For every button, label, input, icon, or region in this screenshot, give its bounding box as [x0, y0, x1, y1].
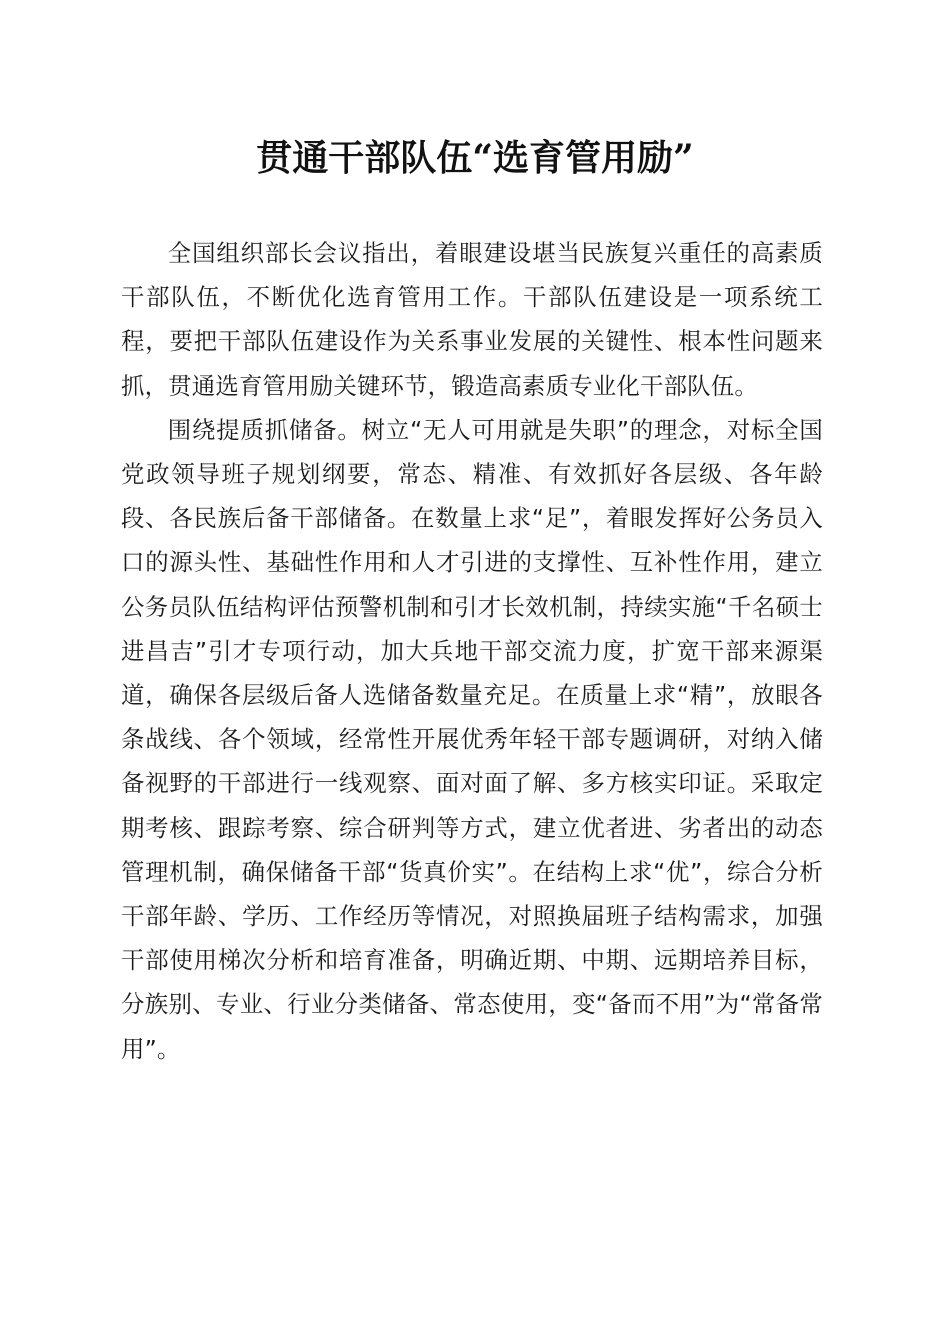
document-title: 贯通干部队伍“选育管用励” — [256, 137, 694, 179]
paragraph-reserve: 围绕提质抓储备。树立“无人可用就是失职”的理念，对标全国党政领导班子规划纲要，常态、精准、有效抓好各层级、各年龄段、各民族后备干部储备。在数量上求“足”，着眼发挥好公务员入口的源头性、基础性作用和人才引进的支撑性、互补性作用，建立公务员队伍结构评估预警机制和引才长效机制，持续实施“千名硕士进昌吉”引才专项行动，加大兵地干部交流力度，扩宽干部来源渠道，确保各层级后备人选储备数量充足。在质量上求“精”，放眼各条战线、各个领域，经常性开展优秀年轻干部专题调研，对纳入储备视野的干部进行一线观察、面对面了解、多方核实印证。采取定期考核、跟踪考察、综合研判等方式，建立优者进、劣者出的动态管理机制，确保储备干部“货真价实”。在结构上求“优”，综合分析干部年龄、学历、工作经历等情况，对照换届班子结构需求，加强干部使用梯次分析和培育准备，明确近期、中期、远期培养目标，分族别、专业、行业分类储备、常态使用，变“备而不用”为“常备常用”。 — [121, 415, 823, 1063]
paragraph-intro: 全国组织部长会议指出，着眼建设堪当民族复兴重任的高素质干部队伍，不断优化选育管用工作。干部队伍建设是一项系统工程，要把干部队伍建设作为关系事业发展的关键性、根本性问题来抓，贯通选育管用励关键环节，锻造高素质专业化干部队伍。 — [121, 239, 823, 400]
document-body — [121, 231, 823, 1071]
